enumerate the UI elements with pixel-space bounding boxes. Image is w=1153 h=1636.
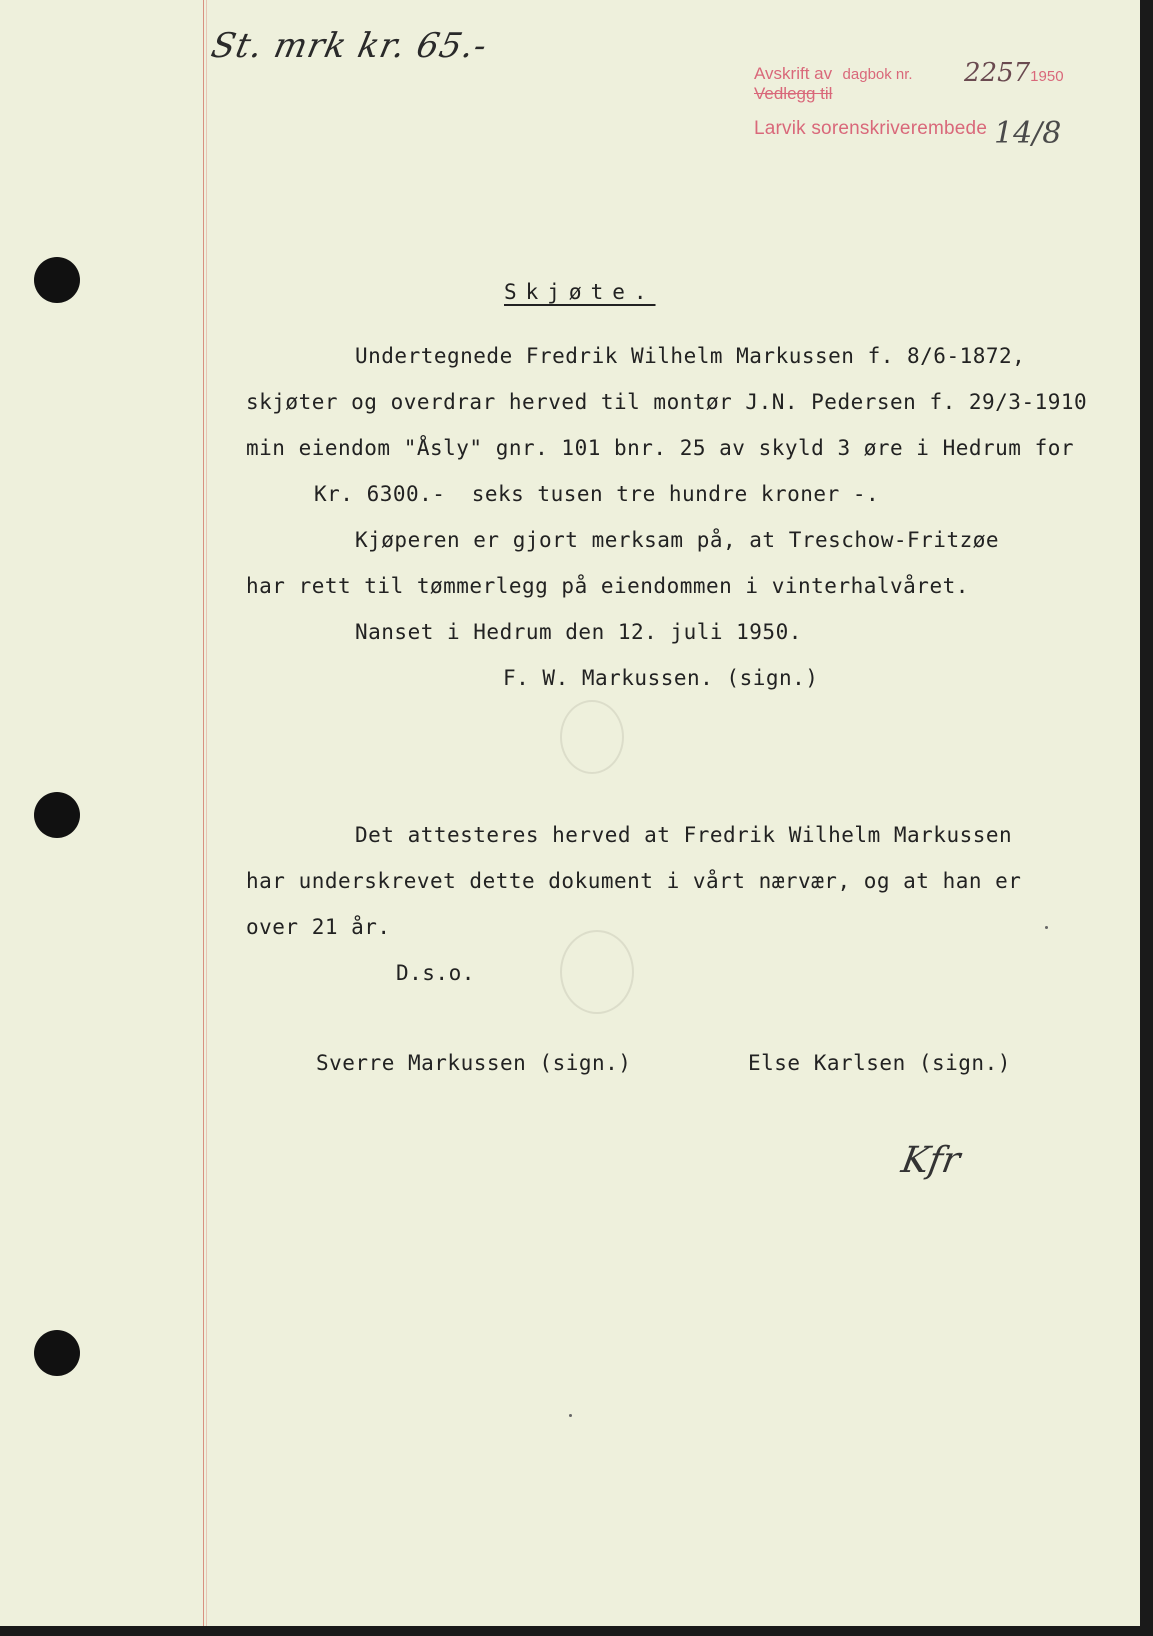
speck xyxy=(1045,926,1048,929)
punch-hole-middle xyxy=(34,792,80,838)
document-title: Skjøte. xyxy=(504,280,656,304)
stamp-dagbok-label: dagbok nr. xyxy=(842,66,913,83)
seller-signature: F. W. Markussen. (sign.) xyxy=(503,666,819,690)
witness-left: Sverre Markussen (sign.) xyxy=(316,1051,632,1075)
handwritten-initials: Kfr xyxy=(898,1140,964,1181)
faint-bleed-through xyxy=(560,700,624,774)
stamp-line1b: Vedlegg til xyxy=(754,84,833,103)
handwritten-stamp-fee: St. mrk kr. 65.- xyxy=(207,26,492,66)
body-line-5: Kjøperen er gjort merksam på, at Treschow-Fritzøe xyxy=(355,528,1000,552)
stamp-line1: Avskrift av xyxy=(754,64,833,83)
registry-stamp xyxy=(754,58,1064,151)
witness-right: Else Karlsen (sign.) xyxy=(748,1051,1011,1075)
punch-hole-bottom xyxy=(34,1330,80,1376)
attestation-line-2: har underskrevet dette dokument i vårt nærvær, og at han er xyxy=(246,869,1022,893)
body-line-6: har rett til tømmerlegg på eiendommen i vinterhalvåret. xyxy=(246,574,969,598)
body-line-1: Undertegnede Fredrik Wilhelm Markussen f. 8/6-1872, xyxy=(355,344,1026,368)
stamp-office: Larvik sorenskriverembede xyxy=(754,118,988,139)
speck xyxy=(569,1414,572,1417)
margin-line-secondary xyxy=(206,0,207,1626)
faint-bleed-through xyxy=(560,930,634,1014)
attestation-dso: D.s.o. xyxy=(396,961,475,985)
body-line-2: skjøter og overdrar herved til montør J.N. Pedersen f. 29/3-1910 xyxy=(246,390,1088,414)
stamp-dagbok-number: 22571950 xyxy=(964,58,1064,88)
place-date-line: Nanset i Hedrum den 12. juli 1950. xyxy=(355,620,802,644)
attestation-line-1: Det attesteres herved at Fredrik Wilhelm Markussen xyxy=(355,823,1013,847)
body-line-3: min eiendom "Åsly" gnr. 101 bnr. 25 av skyld 3 øre i Hedrum for xyxy=(246,436,1075,460)
attestation-line-3: over 21 år. xyxy=(246,915,391,939)
stamp-date: 14/8 xyxy=(994,116,1062,151)
margin-line xyxy=(203,0,204,1626)
stamp-year: 1950 xyxy=(1030,68,1064,85)
body-line-4: Kr. 6300.- seks tusen tre hundre kroner -. xyxy=(314,482,880,506)
punch-hole-top xyxy=(34,257,80,303)
